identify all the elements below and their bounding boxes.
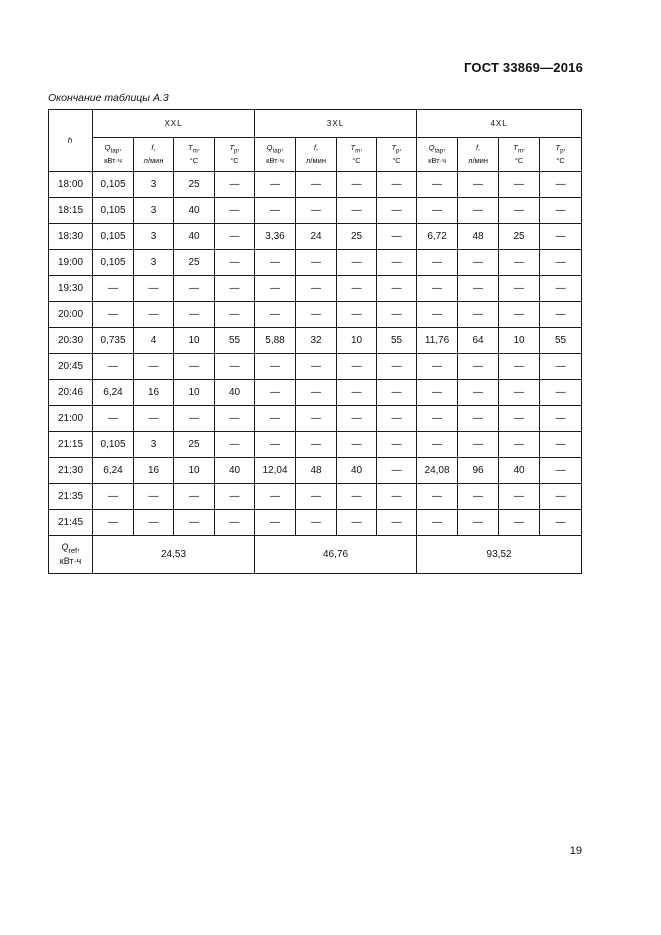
param-header (458, 138, 499, 172)
param-sep: , (316, 142, 319, 152)
value-cell: — (215, 224, 255, 250)
value-cell: — (540, 380, 582, 406)
param-unit: л/мин (468, 156, 489, 166)
param-sep: , (522, 142, 525, 152)
param-header (134, 138, 174, 172)
h-column-header: h (49, 110, 93, 172)
value-cell: — (296, 198, 337, 224)
param-symbol (93, 143, 133, 157)
value-cell: — (540, 510, 582, 536)
table-row (49, 458, 582, 484)
param-name: f (151, 142, 154, 152)
time-cell: 21:15 (49, 432, 93, 458)
value-cell: — (255, 406, 296, 432)
value-cell: — (417, 198, 458, 224)
param-header (93, 138, 134, 172)
value-cell: — (417, 172, 458, 198)
value-cell: 25 (499, 224, 540, 250)
param-symbol (174, 143, 214, 157)
data-table (48, 109, 582, 574)
param-name: Q (104, 142, 111, 152)
time-cell: 21:30 (49, 458, 93, 484)
value-cell: — (417, 276, 458, 302)
param-sub: m (192, 147, 198, 155)
value-cell: — (458, 484, 499, 510)
param-header (540, 138, 582, 172)
value-cell: — (377, 354, 417, 380)
value-cell: 25 (174, 432, 215, 458)
value-cell: 32 (296, 328, 337, 354)
value-cell: — (417, 380, 458, 406)
value-cell: — (337, 302, 377, 328)
value-cell: 55 (540, 328, 582, 354)
param-sep: , (563, 142, 566, 152)
value-cell: — (377, 276, 417, 302)
value-cell: 48 (458, 224, 499, 250)
value-cell: 12,04 (255, 458, 296, 484)
param-name: Q (266, 142, 273, 152)
value-cell: — (417, 406, 458, 432)
value-cell: — (296, 354, 337, 380)
value-cell: 0,105 (93, 198, 134, 224)
value-cell: — (417, 302, 458, 328)
param-sep: , (478, 142, 481, 152)
param-name: T (188, 142, 193, 152)
value-cell: — (296, 250, 337, 276)
value-cell: — (255, 172, 296, 198)
value-cell: — (417, 354, 458, 380)
value-cell: — (337, 172, 377, 198)
value-cell: 55 (215, 328, 255, 354)
table-row (49, 250, 582, 276)
value-cell: — (93, 354, 134, 380)
value-cell: — (377, 510, 417, 536)
time-cell: 20:00 (49, 302, 93, 328)
value-cell: 3 (134, 172, 174, 198)
value-cell: — (255, 510, 296, 536)
param-sep: , (443, 142, 446, 152)
value-cell: — (134, 484, 174, 510)
value-cell: 10 (174, 458, 215, 484)
document-code: ГОСТ 33869—2016 (464, 60, 583, 75)
value-cell: — (499, 432, 540, 458)
param-unit: л/мин (306, 156, 326, 166)
value-cell: — (499, 172, 540, 198)
table-row (49, 224, 582, 250)
param-sub: tap (272, 147, 282, 155)
param-sep: , (399, 142, 402, 152)
value-cell: 3 (134, 198, 174, 224)
value-cell: — (174, 302, 215, 328)
qref-sub: ref (68, 545, 78, 555)
time-cell: 20:30 (49, 328, 93, 354)
value-cell: 0,105 (93, 250, 134, 276)
value-cell: — (174, 510, 215, 536)
value-cell: — (255, 276, 296, 302)
value-cell: — (458, 406, 499, 432)
value-cell: — (296, 276, 337, 302)
value-cell: — (458, 302, 499, 328)
param-header (215, 138, 255, 172)
param-symbol (499, 143, 539, 157)
value-cell: — (540, 172, 582, 198)
value-cell: 3 (134, 432, 174, 458)
value-cell: — (540, 276, 582, 302)
value-cell: 10 (337, 328, 377, 354)
value-cell: — (296, 406, 337, 432)
value-cell: 40 (215, 380, 255, 406)
group-header: XXL (93, 110, 255, 138)
value-cell: — (540, 484, 582, 510)
value-cell: — (93, 510, 134, 536)
value-cell: — (540, 432, 582, 458)
param-header (174, 138, 215, 172)
table-row (49, 484, 582, 510)
value-cell: — (93, 276, 134, 302)
qref-row (49, 536, 582, 574)
param-header (296, 138, 337, 172)
value-cell: — (377, 172, 417, 198)
value-cell: 6,24 (93, 458, 134, 484)
param-symbol (458, 143, 498, 157)
param-symbol (337, 143, 376, 157)
value-cell: — (134, 406, 174, 432)
value-cell: — (499, 276, 540, 302)
param-header (337, 138, 377, 172)
value-cell: — (417, 432, 458, 458)
table-row (49, 354, 582, 380)
value-cell: 0,735 (93, 328, 134, 354)
value-cell: — (174, 354, 215, 380)
value-cell: — (174, 276, 215, 302)
qref-value: 93,52 (417, 536, 582, 574)
value-cell: — (215, 172, 255, 198)
param-sub: p (396, 147, 400, 155)
value-cell: — (337, 250, 377, 276)
value-cell: — (93, 484, 134, 510)
value-cell: 10 (174, 328, 215, 354)
value-cell: 11,76 (417, 328, 458, 354)
value-cell: 4 (134, 328, 174, 354)
value-cell: 0,105 (93, 224, 134, 250)
table-row (49, 406, 582, 432)
value-cell: — (296, 432, 337, 458)
param-name: Q (428, 142, 435, 152)
value-cell: — (296, 172, 337, 198)
page-number: 19 (569, 845, 582, 857)
value-cell: 40 (174, 198, 215, 224)
param-unit: °C (352, 156, 361, 166)
value-cell: — (458, 380, 499, 406)
value-cell: — (93, 406, 134, 432)
table-header (49, 110, 582, 172)
param-unit: °C (189, 156, 199, 166)
table-row (49, 172, 582, 198)
value-cell: 16 (134, 380, 174, 406)
param-name: T (555, 142, 561, 152)
value-cell: — (499, 510, 540, 536)
value-cell: — (540, 354, 582, 380)
value-cell: 6,24 (93, 380, 134, 406)
value-cell: — (540, 302, 582, 328)
param-unit: кВт·ч (104, 156, 122, 166)
value-cell: — (174, 406, 215, 432)
value-cell: 3 (134, 224, 174, 250)
param-name: T (513, 142, 518, 152)
param-symbol (255, 143, 295, 157)
param-sub: tap (110, 147, 120, 155)
param-unit: °C (230, 156, 239, 166)
value-cell: — (215, 250, 255, 276)
value-cell: 24,08 (417, 458, 458, 484)
qref-name: Q (61, 542, 69, 553)
value-cell: — (296, 510, 337, 536)
table-row (49, 510, 582, 536)
value-cell: — (255, 484, 296, 510)
value-cell: 40 (337, 458, 377, 484)
time-cell: 18:30 (49, 224, 93, 250)
value-cell: — (499, 250, 540, 276)
value-cell: — (337, 354, 377, 380)
value-cell: 5,88 (255, 328, 296, 354)
value-cell: 0,105 (93, 432, 134, 458)
value-cell: — (377, 198, 417, 224)
value-cell: — (296, 380, 337, 406)
qref-value: 46,76 (255, 536, 417, 574)
value-cell: — (499, 198, 540, 224)
value-cell: — (215, 510, 255, 536)
value-cell: 10 (499, 328, 540, 354)
time-cell: 21:45 (49, 510, 93, 536)
param-unit: л/мин (143, 156, 164, 166)
value-cell: — (540, 406, 582, 432)
param-header (499, 138, 540, 172)
value-cell: — (377, 458, 417, 484)
value-cell: — (458, 432, 499, 458)
param-sub: m (517, 147, 523, 155)
param-sub: m (355, 147, 361, 155)
value-cell: 64 (458, 328, 499, 354)
table-body (49, 172, 582, 536)
value-cell: 55 (377, 328, 417, 354)
value-cell: 96 (458, 458, 499, 484)
value-cell: 48 (296, 458, 337, 484)
param-sep: , (197, 142, 200, 152)
value-cell: — (417, 510, 458, 536)
value-cell: — (499, 406, 540, 432)
table-row (49, 432, 582, 458)
param-header (255, 138, 296, 172)
qref-sep: , (77, 542, 80, 553)
value-cell: — (458, 198, 499, 224)
value-cell: — (458, 354, 499, 380)
value-cell: — (377, 406, 417, 432)
value-cell: — (255, 302, 296, 328)
value-cell: — (540, 458, 582, 484)
value-cell: — (337, 198, 377, 224)
param-sep: , (237, 142, 240, 152)
value-cell: 0,105 (93, 172, 134, 198)
value-cell: — (215, 302, 255, 328)
param-name: f (475, 142, 479, 152)
value-cell: — (134, 302, 174, 328)
param-header (417, 138, 458, 172)
param-symbol (134, 143, 173, 157)
value-cell: 25 (337, 224, 377, 250)
group-header: 3XL (255, 110, 417, 138)
value-cell: 6,72 (417, 224, 458, 250)
value-cell: — (458, 276, 499, 302)
value-cell: — (540, 250, 582, 276)
value-cell: 25 (174, 250, 215, 276)
value-cell: 3,36 (255, 224, 296, 250)
value-cell: 10 (174, 380, 215, 406)
param-name: T (391, 142, 397, 152)
param-unit: °C (514, 156, 524, 166)
qref-unit: кВт·ч (59, 555, 82, 566)
value-cell: — (296, 484, 337, 510)
value-cell: 25 (174, 172, 215, 198)
value-cell: — (540, 198, 582, 224)
group-header-row (49, 110, 582, 138)
value-cell: 24 (296, 224, 337, 250)
value-cell: — (134, 510, 174, 536)
value-cell: — (337, 380, 377, 406)
value-cell: — (458, 510, 499, 536)
value-cell: — (337, 432, 377, 458)
value-cell: 16 (134, 458, 174, 484)
value-cell: — (337, 406, 377, 432)
value-cell: — (337, 276, 377, 302)
value-cell: — (377, 250, 417, 276)
table-row (49, 302, 582, 328)
value-cell: — (174, 484, 215, 510)
param-sub: tap (434, 147, 444, 155)
value-cell: 3 (134, 250, 174, 276)
value-cell: — (255, 432, 296, 458)
value-cell: — (540, 224, 582, 250)
param-symbol (540, 143, 581, 157)
value-cell: — (215, 276, 255, 302)
time-cell: 20:45 (49, 354, 93, 380)
value-cell: — (499, 380, 540, 406)
value-cell: — (255, 250, 296, 276)
value-cell: — (377, 224, 417, 250)
value-cell: 40 (174, 224, 215, 250)
param-name: T (350, 142, 356, 152)
value-cell: — (417, 484, 458, 510)
value-cell: — (417, 250, 458, 276)
param-unit: кВт·ч (428, 156, 446, 166)
value-cell: — (377, 380, 417, 406)
value-cell: — (255, 380, 296, 406)
time-cell: 21:35 (49, 484, 93, 510)
time-cell: 19:00 (49, 250, 93, 276)
value-cell: — (215, 484, 255, 510)
table-row (49, 380, 582, 406)
value-cell: — (458, 172, 499, 198)
value-cell: — (377, 484, 417, 510)
time-cell: 21:00 (49, 406, 93, 432)
value-cell: — (255, 198, 296, 224)
value-cell: — (458, 250, 499, 276)
param-header-row (49, 138, 582, 172)
time-cell: 20:46 (49, 380, 93, 406)
value-cell: 40 (499, 458, 540, 484)
param-name: f (313, 142, 316, 152)
value-cell: — (215, 432, 255, 458)
param-unit: °C (556, 156, 565, 166)
param-header (377, 138, 417, 172)
table-caption: Окончание таблицы А.3 (48, 92, 169, 104)
param-sub: p (234, 147, 238, 155)
time-cell: 18:15 (49, 198, 93, 224)
param-symbol (377, 143, 416, 157)
value-cell: 40 (215, 458, 255, 484)
value-cell: — (499, 354, 540, 380)
time-cell: 18:00 (49, 172, 93, 198)
value-cell: — (499, 302, 540, 328)
value-cell: — (337, 484, 377, 510)
table-row (49, 276, 582, 302)
value-cell: — (215, 354, 255, 380)
value-cell: — (337, 510, 377, 536)
value-cell: — (296, 302, 337, 328)
param-unit: кВт·ч (266, 156, 284, 166)
param-sep: , (119, 142, 122, 152)
table-row (49, 328, 582, 354)
param-name: T (229, 142, 234, 152)
value-cell: — (499, 484, 540, 510)
param-sep: , (360, 142, 363, 152)
value-cell: — (134, 276, 174, 302)
value-cell: — (93, 302, 134, 328)
param-symbol (215, 143, 254, 157)
param-sub: p (560, 147, 564, 155)
qref-value: 24,53 (93, 536, 255, 574)
qref-label (49, 536, 93, 574)
value-cell: — (215, 406, 255, 432)
value-cell: — (377, 432, 417, 458)
group-header: 4XL (417, 110, 582, 138)
value-cell: — (377, 302, 417, 328)
param-symbol (296, 143, 336, 157)
value-cell: — (255, 354, 296, 380)
param-symbol (417, 143, 457, 157)
time-cell: 19:30 (49, 276, 93, 302)
param-unit: °C (392, 156, 401, 166)
value-cell: — (134, 354, 174, 380)
value-cell: — (215, 198, 255, 224)
param-sep: , (153, 142, 156, 152)
table-footer (49, 536, 582, 574)
param-sep: , (281, 142, 284, 152)
table-row (49, 198, 582, 224)
